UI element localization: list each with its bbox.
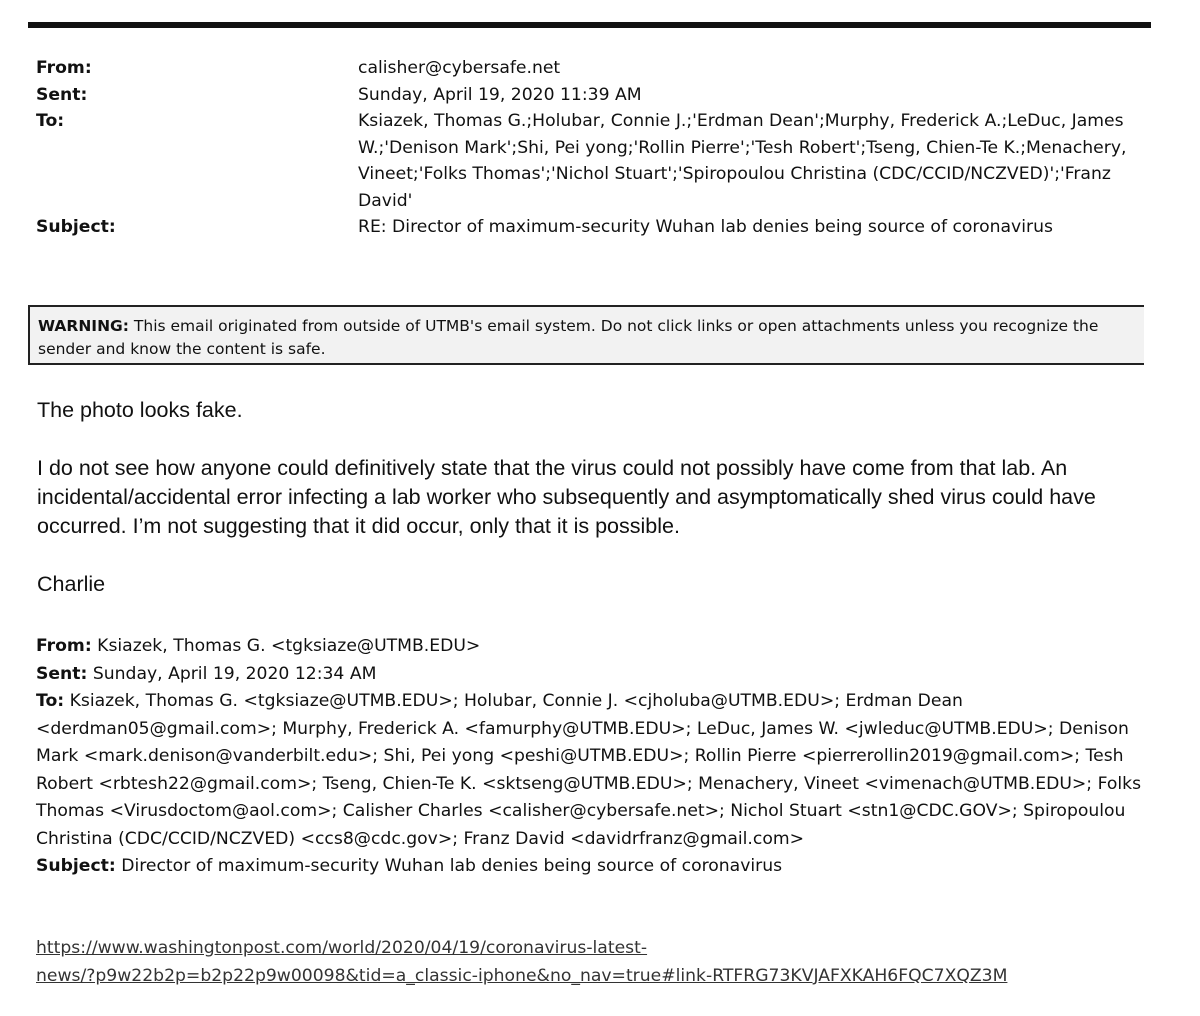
header-subject-row: [36, 214, 1146, 241]
header-from-value: calisher@cybersafe.net: [358, 58, 561, 78]
forwarded-sent-label: Sent:: [36, 663, 88, 684]
forwarded-to-label: To:: [36, 691, 65, 711]
header-to-value: Ksiazek, Thomas G.;Holubar, Connie J.;'Erdman Dean';Murphy, Frederick A.;LeDuc, James W.;'Denison Mark';Shi, Pei yong;'Rollin Pierre';'Tesh Robert';Tseng, Chien-Te K.;Menachery, Vineet;'Folks Thomas';'Nichol Stuart';'Spiropoulou Christina (CDC/CCID/NCZVED)';'Franz David': [358, 111, 1132, 211]
header-subject-value: RE: Director of maximum-security Wuhan lab denies being source of coronavirus: [358, 217, 1053, 237]
header-to-row: [36, 108, 1146, 214]
warning-label: WARNING:: [38, 317, 129, 335]
email-header: [36, 55, 1146, 241]
header-from-row: [36, 55, 1146, 82]
forwarded-sent-row: [36, 661, 1156, 689]
header-sent-value: Sunday, April 19, 2020 11:39 AM: [358, 84, 642, 105]
forwarded-subject-value: Director of maximum-security Wuhan lab denies being source of coronavirus: [115, 856, 783, 876]
forwarded-from-value: Ksiazek, Thomas G. <tgksiaze@UTMB.EDU>: [91, 636, 481, 656]
forwarded-from-label: From:: [36, 636, 92, 656]
signature: Charlie: [37, 572, 106, 596]
forwarded-to-value: Ksiazek, Thomas G. <tgksiaze@UTMB.EDU>; Holubar, Connie J. <cjholuba@UTMB.EDU>; Erdman Dean <derdman05@gmail.com>; Murphy, Frederick A. <famurphy@UTMB.EDU>; LeDuc, James W. <jwleduc@UTMB.EDU>; Denison Mark <mark.denison@vanderbilt.edu>; Shi, Pei yong <peshi@UTMB.EDU>; Rollin Pierre <pierrerollin2019@gmail.com>; Tesh Robert <rbtesh22@gmail.com>; Tseng, Chien-Te K. <sktseng@UTMB.EDU>; Menachery, Vineet <vimenach@UTMB.EDU>; Folks Thomas <Virusdoctom@aol.com>; Calisher Charles <calisher@cybersafe.net>; Nichol Stuart <stn1@CDC.GOV>; Spiropoulou Christina (CDC/CCID/NCZVED) <ccs8@cdc.gov>; Franz David <davidrfranz@gmail.com>: [36, 691, 1142, 849]
email-body: [37, 396, 1157, 628]
header-sent-row: [36, 82, 1146, 109]
article-link-line-1[interactable]: https://www.washingtonpost.com/world/2020/04/19/coronavirus-latest-: [36, 938, 648, 958]
header-to-label: To:: [36, 111, 65, 131]
article-link-line-2[interactable]: news/?p9w22b2p=b2p22p9w00098&tid=a_classic-iphone&no_nav=true#link-RTFRG73KVJAFXKAH6FQC7XQZ3M: [36, 965, 1008, 986]
header-sent-label: Sent:: [36, 84, 88, 105]
header-from-label: From:: [36, 58, 92, 78]
forwarded-from-row: [36, 633, 1156, 661]
forwarded-sent-value: Sunday, April 19, 2020 12:34 AM: [87, 663, 377, 684]
header-subject-label: Subject:: [36, 217, 116, 237]
top-divider: [28, 22, 1151, 28]
forwarded-subject-row: [36, 853, 1156, 881]
warning-text: This email originated from outside of UTMB's email system. Do not click links or open attachments unless you recognize the sender and know the content is safe.: [38, 317, 1099, 358]
forwarded-to-row: [36, 688, 1146, 853]
article-link[interactable]: [36, 935, 1156, 990]
forwarded-subject-label: Subject:: [36, 856, 116, 876]
body-paragraph-1: The photo looks fake.: [37, 398, 243, 422]
external-email-warning-banner: [28, 305, 1144, 365]
forwarded-message-header: [36, 633, 1156, 881]
body-paragraph-2: I do not see how anyone could definitively state that the virus could not possibly have come from that lab. An incidental/accidental error infecting a lab worker who subsequently and asymptomatically shed virus could have occurred. I’m not suggesting that it did occur, only that it is possible.: [37, 456, 1096, 538]
